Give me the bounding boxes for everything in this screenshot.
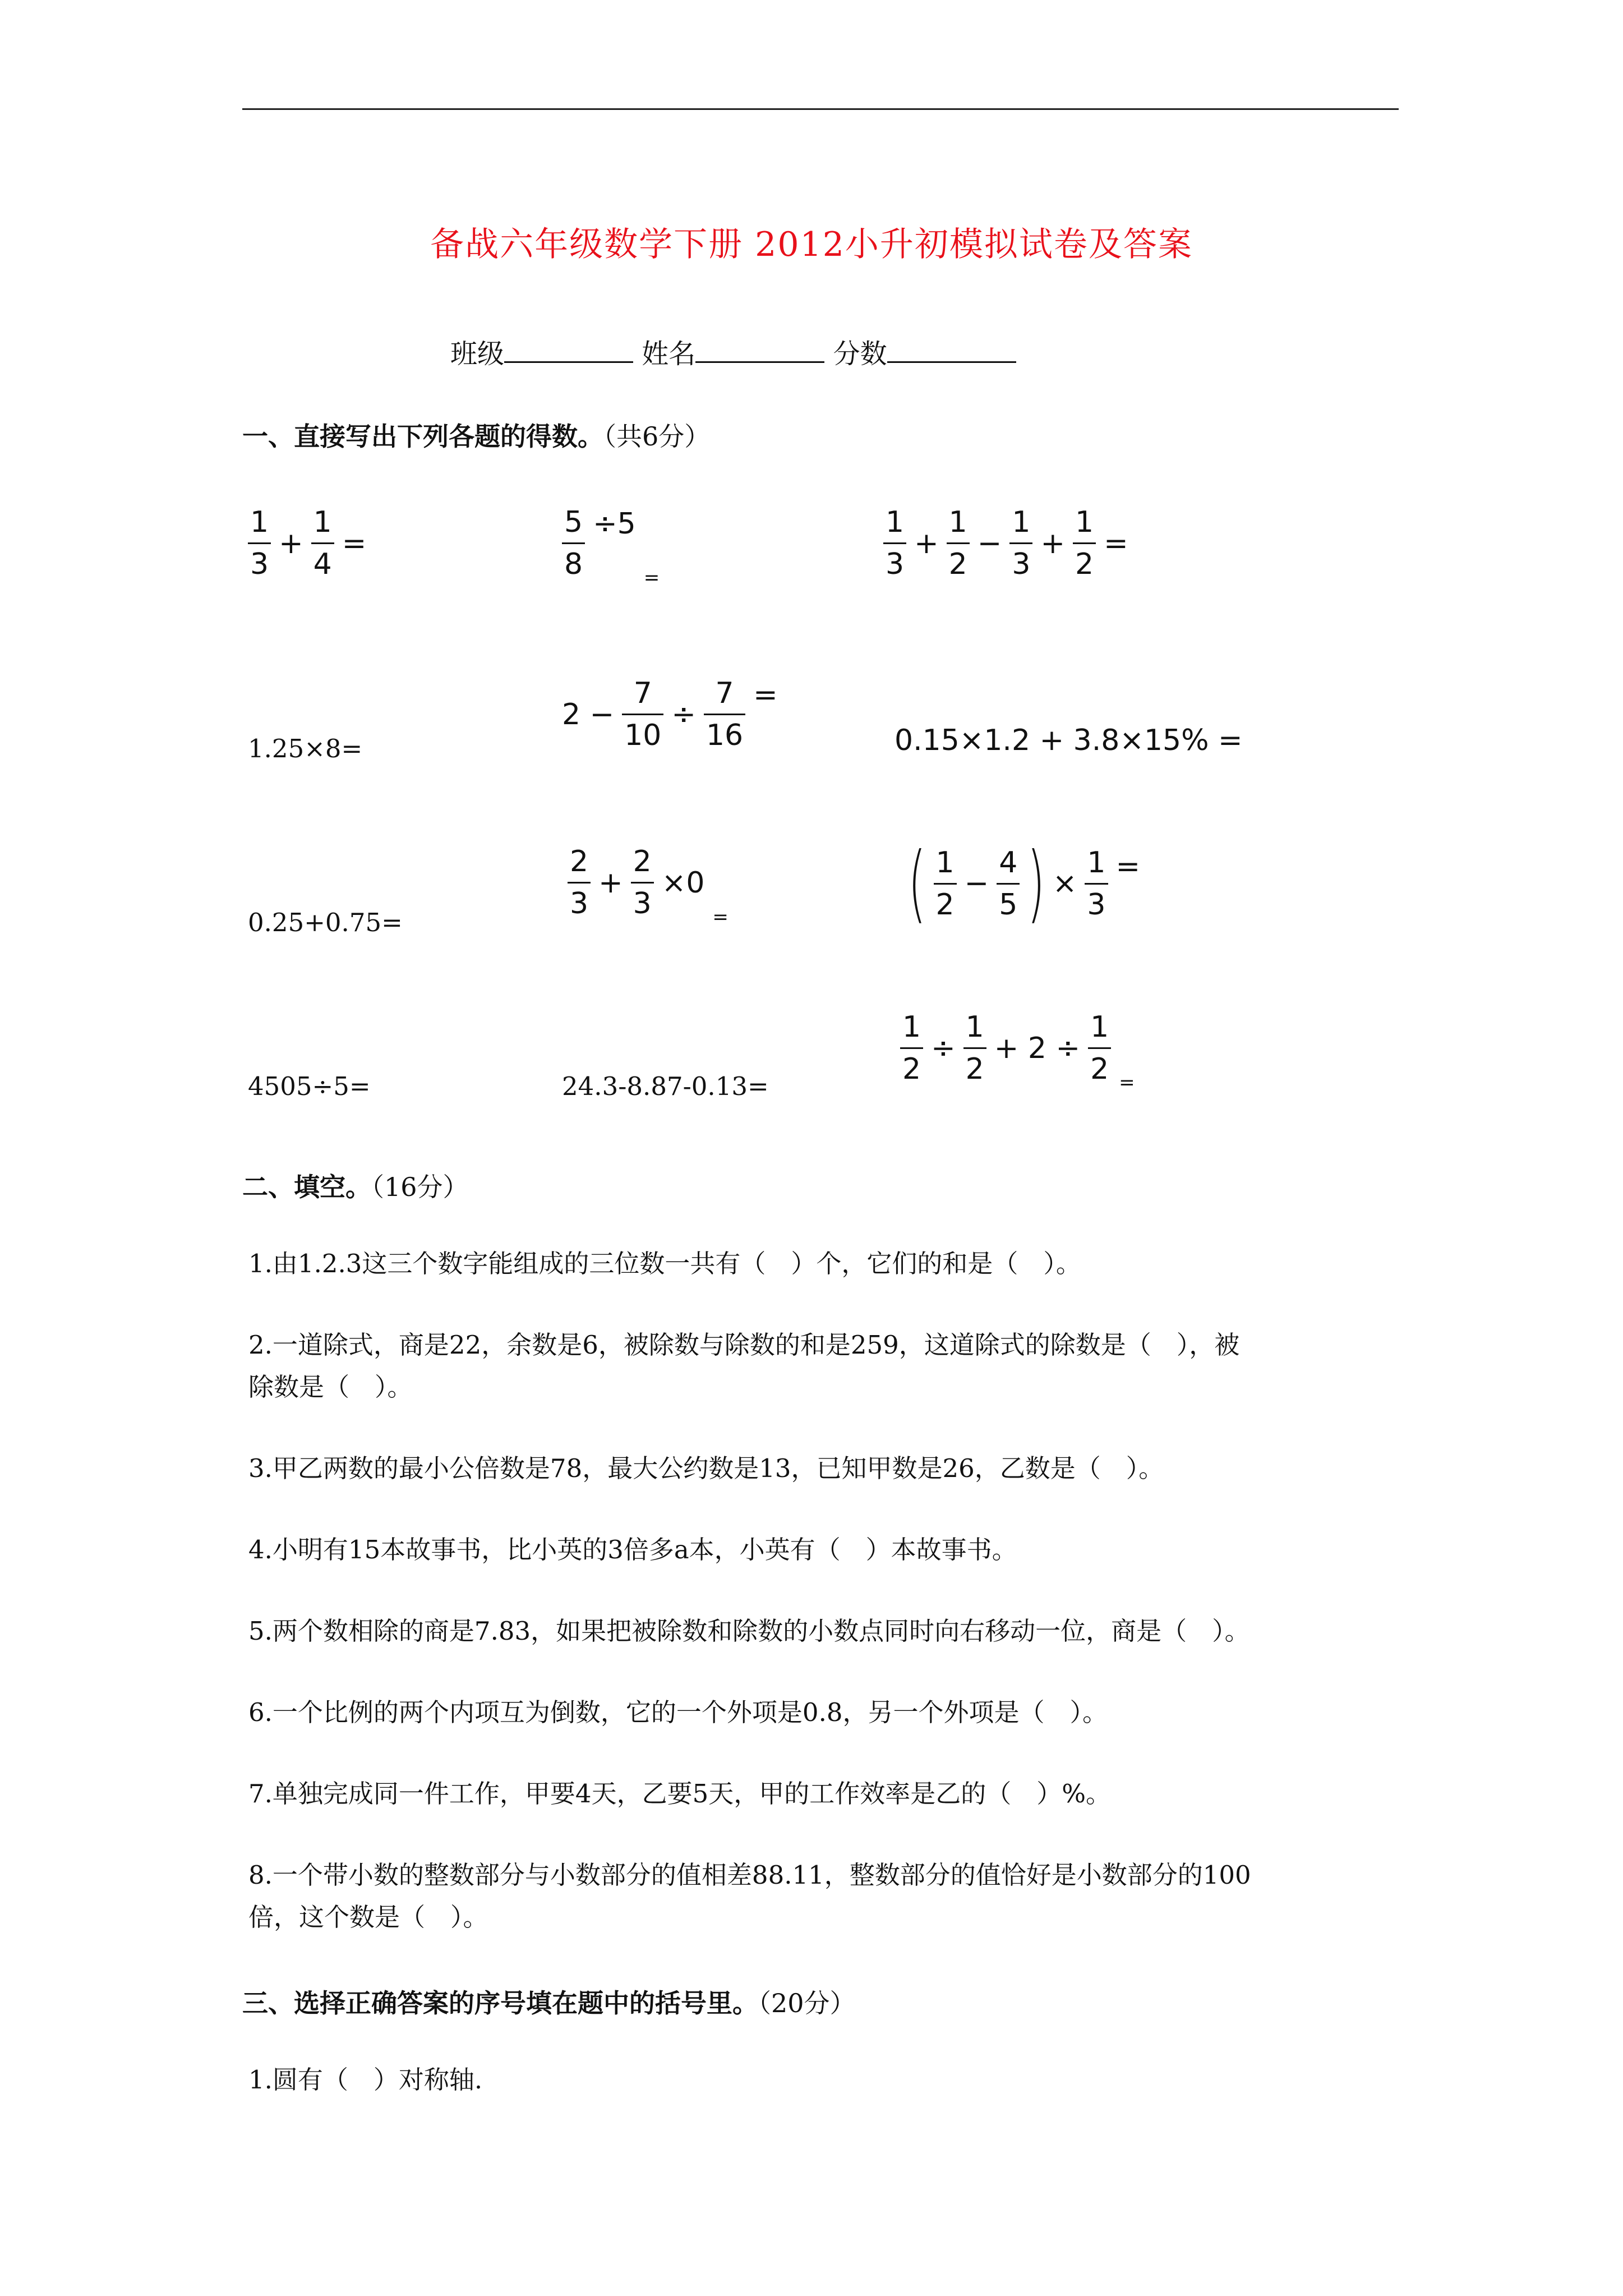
calc-r2c2: 2 − $\frac{7}{10}$ ÷ $\frac{7}{16}$ = <box>562 677 778 752</box>
name-blank[interactable] <box>695 337 824 363</box>
header-rule <box>242 108 1399 110</box>
class-blank[interactable] <box>504 337 633 363</box>
score-blank[interactable] <box>887 337 1016 363</box>
class-label: 班级 <box>450 338 505 370</box>
calc-r1c1: $\frac{1}{3}$ + $\frac{1}{4}$ = <box>248 508 366 579</box>
section2-q2-line2: 除数是（ ）。 <box>248 1372 413 1402</box>
section2-q6: 6.一个比例的两个内项互为倒数，它的一个外项是0.8，另一个外项是（ ）。 <box>248 1697 1108 1727</box>
section2-q8-line2: 倍，这个数是（ ）。 <box>248 1902 488 1932</box>
section3-q1: 1.圆有（ ）对称轴. <box>248 2065 483 2095</box>
section2-q4: 4.小明有15本故事书，比小英的3倍多a本，小英有（ ）本故事书。 <box>248 1535 1017 1565</box>
calc-r1c2: $\frac{5}{8}$ ÷5 = <box>562 508 660 579</box>
section1-points: （共6分） <box>603 421 711 452</box>
section3-heading <box>242 1983 856 2020</box>
section2-title: 二、填空。 <box>242 1172 371 1202</box>
calc-r3c2: $\frac{2}{3}$ + $\frac{2}{3}$ ×0 = <box>568 847 728 918</box>
section2-q1: 1.由1.2.3这三个数字能组成的三位数一共有（ ）个，它们的和是（ ）。 <box>248 1249 1081 1278</box>
section2-q8-line1: 8.一个带小数的整数部分与小数部分的值相差88.11，整数部分的值恰好是小数部分的100 <box>248 1860 1251 1890</box>
section1-title: 一、直接写出下列各题的得数。 <box>242 421 603 452</box>
student-info-line <box>450 332 1016 371</box>
name-label: 姓名 <box>642 338 696 370</box>
section3-points: （20分） <box>758 1988 856 2018</box>
calc-r2c1: 1.25×8= <box>248 734 363 763</box>
section2-q2-line1: 2.一道除式，商是22，余数是6，被除数与除数的和是259，这道除式的除数是（ ），被 <box>248 1330 1240 1360</box>
section3-title: 三、选择正确答案的序号填在题中的括号里。 <box>242 1988 758 2018</box>
calc-r4c1: 4505÷5= <box>248 1071 371 1101</box>
section2-q5: 5.两个数相除的商是7.83，如果把被除数和除数的小数点同时向右移动一位，商是（ ）。 <box>248 1616 1250 1646</box>
section2-points: （16分） <box>371 1172 469 1202</box>
calc-r4c2: 24.3-8.87-0.13= <box>562 1071 769 1101</box>
document-title: 备战六年级数学下册 2012小升初模拟试卷及答案 <box>430 225 1193 264</box>
calc-r1c3: $\frac{1}{3}$ + $\frac{1}{2}$ − $\frac{1}{3}$ + $\frac{1}{2}$ = <box>883 508 1128 579</box>
calc-r4c3: $\frac{1}{2}$ ÷ $\frac{1}{2}$ + 2 ÷ $\frac{1}{2}$ = <box>900 1013 1135 1084</box>
calc-r2c3: 0.15×1.2 + 3.8×15% = <box>895 724 1243 757</box>
section2-q7: 7.单独完成同一件工作，甲要4天，乙要5天，甲的工作效率是乙的（ ）%。 <box>248 1779 1111 1809</box>
section1-heading <box>242 416 710 453</box>
calc-r3c3: ( $\frac{1}{2}$ − $\frac{4}{5}$ ) × $\frac{1}{3}$ = <box>908 835 1141 932</box>
section2-q3: 3.甲乙两数的最小公倍数是78，最大公约数是13，已知甲数是26，乙数是（ ）。 <box>248 1453 1164 1483</box>
calc-r3c1: 0.25+0.75= <box>248 908 403 937</box>
section2-heading <box>242 1167 469 1204</box>
score-label: 分数 <box>833 338 887 370</box>
